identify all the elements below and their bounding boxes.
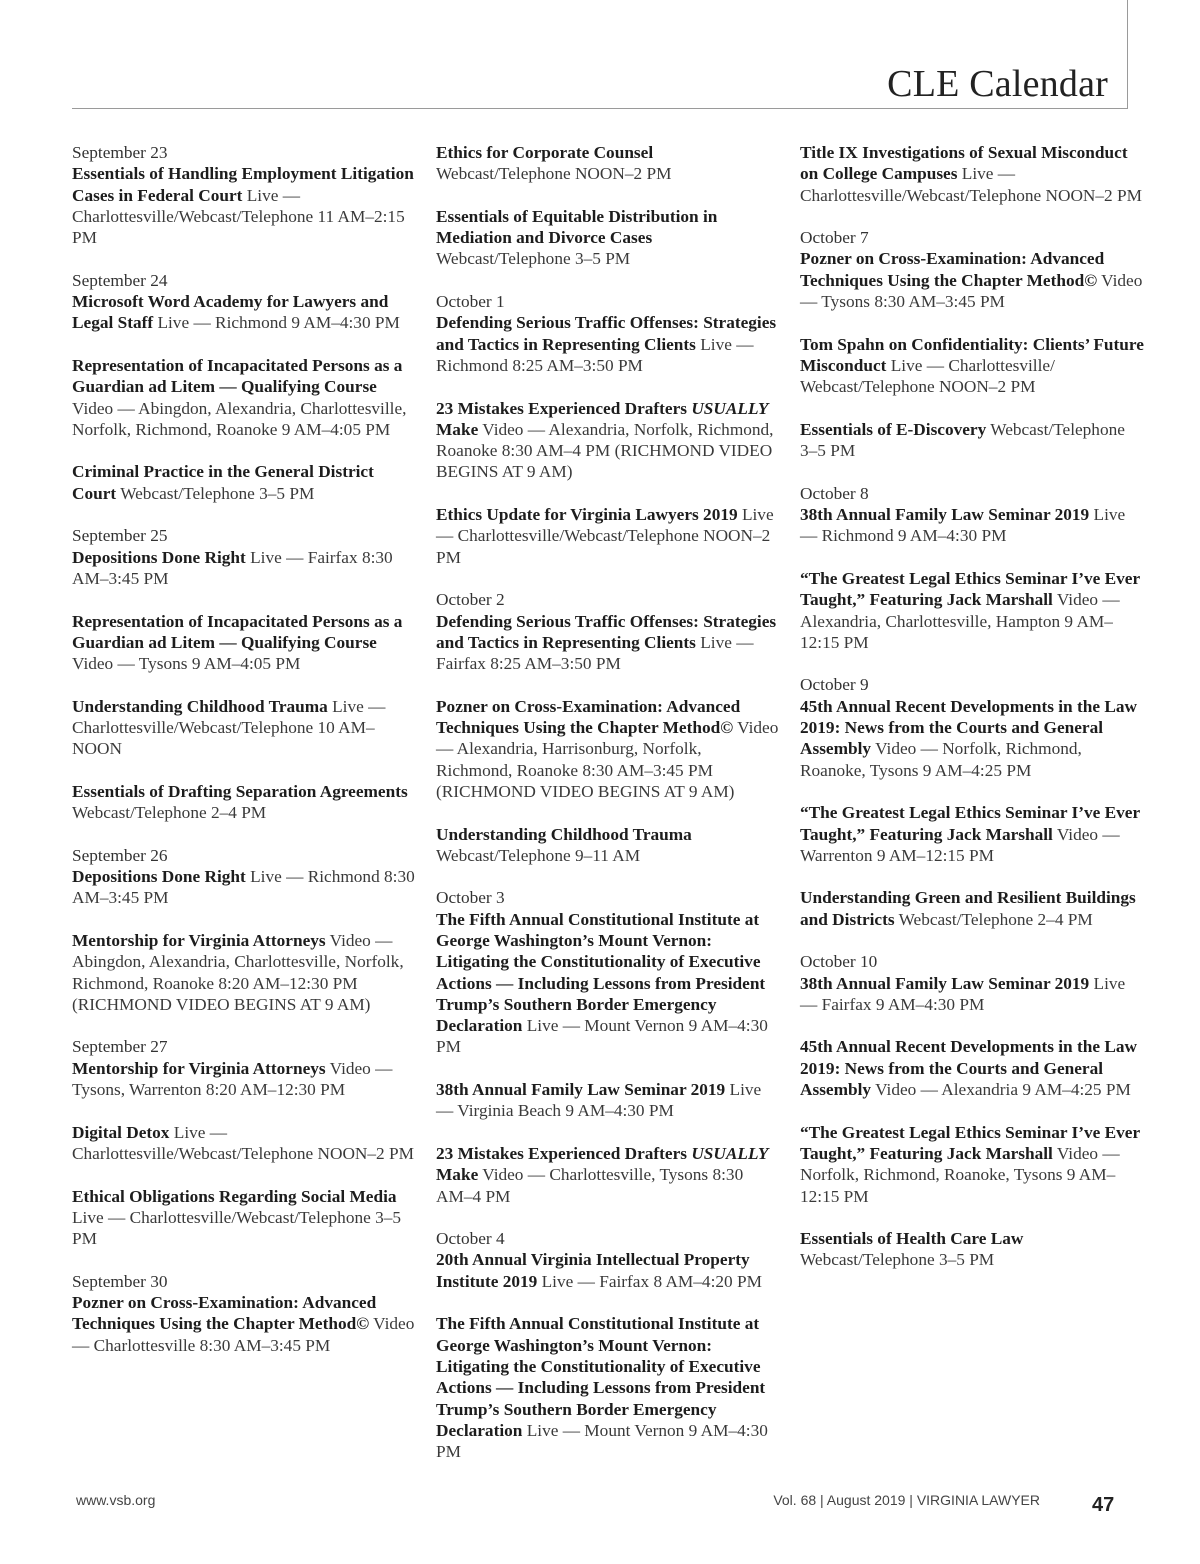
calendar-event [800,142,1145,206]
event-title: 45th Annual Recent Developments in the Law 2019: News from the Courts and General Assembly [800,696,1137,759]
page-title: CLE Calendar [887,63,1108,105]
event-title: Essentials of Drafting Separation Agreements [72,781,408,801]
calendar-column-2 [436,142,781,1484]
calendar-event [72,461,417,504]
event-detail: Video — Tysons 8:30 AM–3:45 PM [800,270,1143,312]
event-date: October 2 [436,590,505,610]
event-date: September 30 [72,1271,168,1291]
calendar-event [436,1228,781,1292]
event-title: 45th Annual Recent Developments in the Law 2019: News from the Courts and General Assembly [800,1037,1137,1100]
event-detail: Video — Tysons 9 AM–4:05 PM [72,654,301,674]
calendar-event [72,611,417,675]
calendar-event [800,951,1145,1015]
event-detail: Webcast/Telephone 2–4 PM [72,803,267,823]
event-detail: Live — Richmond 8:25 AM–3:50 PM [436,334,754,375]
calendar-event [800,1228,1145,1271]
event-detail: Live — Virginia Beach 9 AM–4:30 PM [436,1080,762,1121]
calendar-event [436,206,781,270]
calendar-event [72,930,417,1015]
event-detail: Video — Abingdon, Alexandria, Charlottesville, Norfolk, Richmond, Roanoke 8:20 AM–12:30 PM (RICHMOND VIDEO BEGINS AT 9 AM) [72,930,404,1014]
event-detail: Live — Charlottesville/Webcast/Telephone NOON–2 PM [436,505,774,567]
calendar-event [72,1036,417,1100]
calendar-event [436,887,781,1057]
event-date: October 4 [436,1229,505,1249]
event-detail: Live — Charlottesville/ Webcast/Telephone NOON–2 PM [800,355,1055,397]
event-detail: Video — Norfolk, Richmond, Roanoke, Tysons 9 AM–12:15 PM [800,1143,1120,1206]
footer-issue: Vol. 68 | August 2019 | VIRGINIA LAWYER [773,1492,1040,1508]
event-detail: Live — Charlottesville/Webcast/Telephone 10 AM–NOON [72,696,386,759]
header-vertical-rule [1127,0,1128,109]
event-title: Essentials of Health Care Law [800,1229,1024,1249]
calendar-event [436,142,781,185]
event-detail: Live — Charlottesville/Webcast/Telephone 3–5 PM [72,1207,402,1249]
event-title: Defending Serious Traffic Offenses: Strategies and Tactics in Representing Clients [436,611,777,652]
event-detail: Live — Richmond 8:30 AM–3:45 PM [72,867,415,908]
calendar-event [436,824,781,867]
calendar-event [72,781,417,824]
event-title: 20th Annual Virginia Intellectual Property Institute 2019 [436,1250,750,1291]
event-detail: Video — Warrenton 9 AM–12:15 PM [800,824,1120,865]
event-title: Ethical Obligations Regarding Social Media [72,1186,397,1206]
event-detail: Webcast/Telephone 3–5 PM [800,419,1125,461]
event-detail: Live — Charlottesville/Webcast/Telephone 11 AM–2:15 PM [72,185,405,248]
calendar-event [800,568,1145,653]
event-detail: Webcast/Telephone 3–5 PM [120,483,315,503]
calendar-event [72,1271,417,1356]
event-detail: Live — Richmond 9 AM–4:30 PM [800,505,1126,546]
event-detail: Video — Abingdon, Alexandria, Charlottesville, Norfolk, Richmond, Roanoke 9 AM–4:05 PM [72,398,407,439]
calendar-event [436,1313,781,1462]
event-detail: Live — Mount Vernon 9 AM–4:30 PM [436,1420,768,1462]
event-detail: Webcast/Telephone 9–11 AM [436,845,641,865]
event-date: October 8 [800,483,869,503]
event-date: September 27 [72,1037,168,1057]
event-title: Representation of Incapacitated Persons as a Guardian ad Litem — Qualifying Course [72,611,403,652]
calendar-event [800,483,1145,547]
event-date: October 1 [436,292,505,312]
calendar-event [72,355,417,440]
calendar-event [800,334,1145,398]
calendar-event [800,802,1145,866]
event-detail: Live — Fairfax 9 AM–4:30 PM [800,973,1126,1014]
event-detail: Video — Alexandria 9 AM–4:25 PM [875,1080,1131,1100]
event-title: Depositions Done Right [72,547,246,567]
event-detail: Live — Fairfax 8:25 AM–3:50 PM [436,632,754,674]
event-date: October 3 [436,888,505,908]
calendar-event [436,589,781,674]
event-detail: Video — Charlottesville, Tysons 8:30 AM–4 PM [436,1165,744,1206]
event-detail: Live — Mount Vernon 9 AM–4:30 PM [436,1016,768,1057]
event-date: October 7 [800,228,869,248]
calendar-event [72,845,417,909]
event-title: Ethics for Corporate Counsel [436,143,654,162]
event-detail: Webcast/Telephone 2–4 PM [898,909,1093,929]
event-title: Microsoft Word Academy for Lawyers and Legal Staff [72,292,389,333]
calendar-event [800,1122,1145,1207]
event-title: 23 Mistakes Experienced Drafters USUALLY Make [436,398,769,439]
calendar-event [72,525,417,589]
event-date: September 23 [72,143,168,162]
event-detail: Webcast/Telephone NOON–2 PM [436,164,672,184]
page-number: 47 [1092,1494,1115,1516]
event-title: Essentials of E-Discovery [800,419,987,439]
calendar-event [800,227,1145,312]
calendar-event [72,696,417,760]
event-title: 23 Mistakes Experienced Drafters USUALLY Make [436,1143,769,1185]
event-detail: Live — Richmond 9 AM–4:30 PM [157,313,400,333]
event-detail: Video — Tysons, Warrenton 8:20 AM–12:30 PM [72,1058,393,1100]
event-date: September 26 [72,845,168,865]
header-rule [72,108,1128,109]
event-title: The Fifth Annual Constitutional Institute at George Washington’s Mount Vernon: Litigating the Constitutionality of Executive Actions — Including Lessons from President Trump’s Southern Border Emergency Declaration [436,909,766,1036]
calendar-column-1 [72,142,417,1377]
event-title: Criminal Practice in the General District Court [72,462,374,503]
event-detail: Video — Norfolk, Richmond, Roanoke, Tysons 9 AM–4:25 PM [800,739,1082,780]
event-date: October 9 [800,675,869,695]
event-title: Defending Serious Traffic Offenses: Strategies and Tactics in Representing Clients [436,313,777,354]
event-detail: Webcast/Telephone 3–5 PM [436,249,631,269]
event-title: “The Greatest Legal Ethics Seminar I’ve Ever Taught,” Featuring Jack Marshall [800,568,1140,610]
event-date: September 25 [72,526,168,546]
event-title: Understanding Childhood Trauma [72,696,328,716]
event-title: 38th Annual Family Law Seminar 2019 [436,1080,726,1100]
event-title: Pozner on Cross-Examination: Advanced Techniques Using the Chapter Method© [800,249,1105,290]
event-title: Representation of Incapacitated Persons as a Guardian ad Litem — Qualifying Course [72,355,403,397]
calendar-event [800,1036,1145,1100]
event-title: The Fifth Annual Constitutional Institute at George Washington’s Mount Vernon: Litigating the Constitutionality of Executive Actions — Including Lessons from President Trump’s Southern Border Emergency Declaration [436,1314,766,1440]
event-title: Tom Spahn on Confidentiality: Clients’ Future Misconduct [800,334,1144,375]
event-detail: Live — Fairfax 8:30 AM–3:45 PM [72,547,393,588]
event-title: Pozner on Cross-Examination: Advanced Techniques Using the Chapter Method© [436,696,741,738]
event-detail: Live — Charlottesville/Webcast/Telephone NOON–2 PM [800,164,1142,205]
event-detail: Video — Alexandria, Norfolk, Richmond, Roanoke 8:30 AM–4 PM (RICHMOND VIDEO BEGINS AT 9 AM) [436,419,774,482]
event-detail: Webcast/Telephone 3–5 PM [800,1250,995,1270]
event-title: Title IX Investigations of Sexual Misconduct on College Campuses [800,143,1128,184]
event-detail: Live — Fairfax 8 AM–4:20 PM [541,1271,762,1291]
calendar-event [800,419,1145,462]
event-title: Mentorship for Virginia Attorneys [72,1058,326,1078]
event-title: Understanding Childhood Trauma [436,824,692,844]
calendar-event [72,1122,417,1165]
calendar-event [72,142,417,248]
calendar-event [436,1079,781,1122]
event-date: September 24 [72,270,168,290]
calendar-event [800,887,1145,930]
event-title: Essentials of Handling Employment Litigation Cases in Federal Court [72,164,414,205]
event-title: Mentorship for Virginia Attorneys [72,930,326,950]
event-title: Ethics Update for Virginia Lawyers 2019 [436,505,738,525]
calendar-event [436,398,781,483]
calendar-column-3 [800,142,1145,1292]
calendar-event [436,291,781,376]
footer-website[interactable]: www.vsb.org [76,1492,156,1508]
event-date: October 10 [800,952,878,972]
event-detail: Live — Charlottesville/Webcast/Telephone NOON–2 PM [72,1122,414,1163]
event-detail: Video — Charlottesville 8:30 AM–3:45 PM [72,1314,415,1355]
event-title: “The Greatest Legal Ethics Seminar I’ve Ever Taught,” Featuring Jack Marshall [800,1122,1140,1163]
event-title: 38th Annual Family Law Seminar 2019 [800,505,1090,525]
event-title: “The Greatest Legal Ethics Seminar I’ve Ever Taught,” Featuring Jack Marshall [800,803,1140,844]
event-detail: Video — Alexandria, Harrisonburg, Norfolk, Richmond, Roanoke 8:30 AM–3:45 PM (RICHMOND VIDEO BEGINS AT 9 AM) [436,718,779,801]
calendar-event [436,504,781,568]
event-detail: Video — Alexandria, Charlottesville, Hampton 9 AM–12:15 PM [800,590,1120,652]
event-title: 38th Annual Family Law Seminar 2019 [800,973,1090,993]
calendar-event [72,270,417,334]
calendar-event [436,1143,781,1207]
calendar-event [800,674,1145,780]
calendar-event [72,1186,417,1250]
event-title: Essentials of Equitable Distribution in Mediation and Divorce Cases [436,206,718,248]
event-title: Digital Detox [72,1122,170,1142]
event-title: Pozner on Cross-Examination: Advanced Techniques Using the Chapter Method© [72,1293,377,1334]
event-title: Understanding Green and Resilient Buildings and Districts [800,888,1136,929]
event-title: Depositions Done Right [72,867,246,887]
calendar-event [436,696,781,802]
